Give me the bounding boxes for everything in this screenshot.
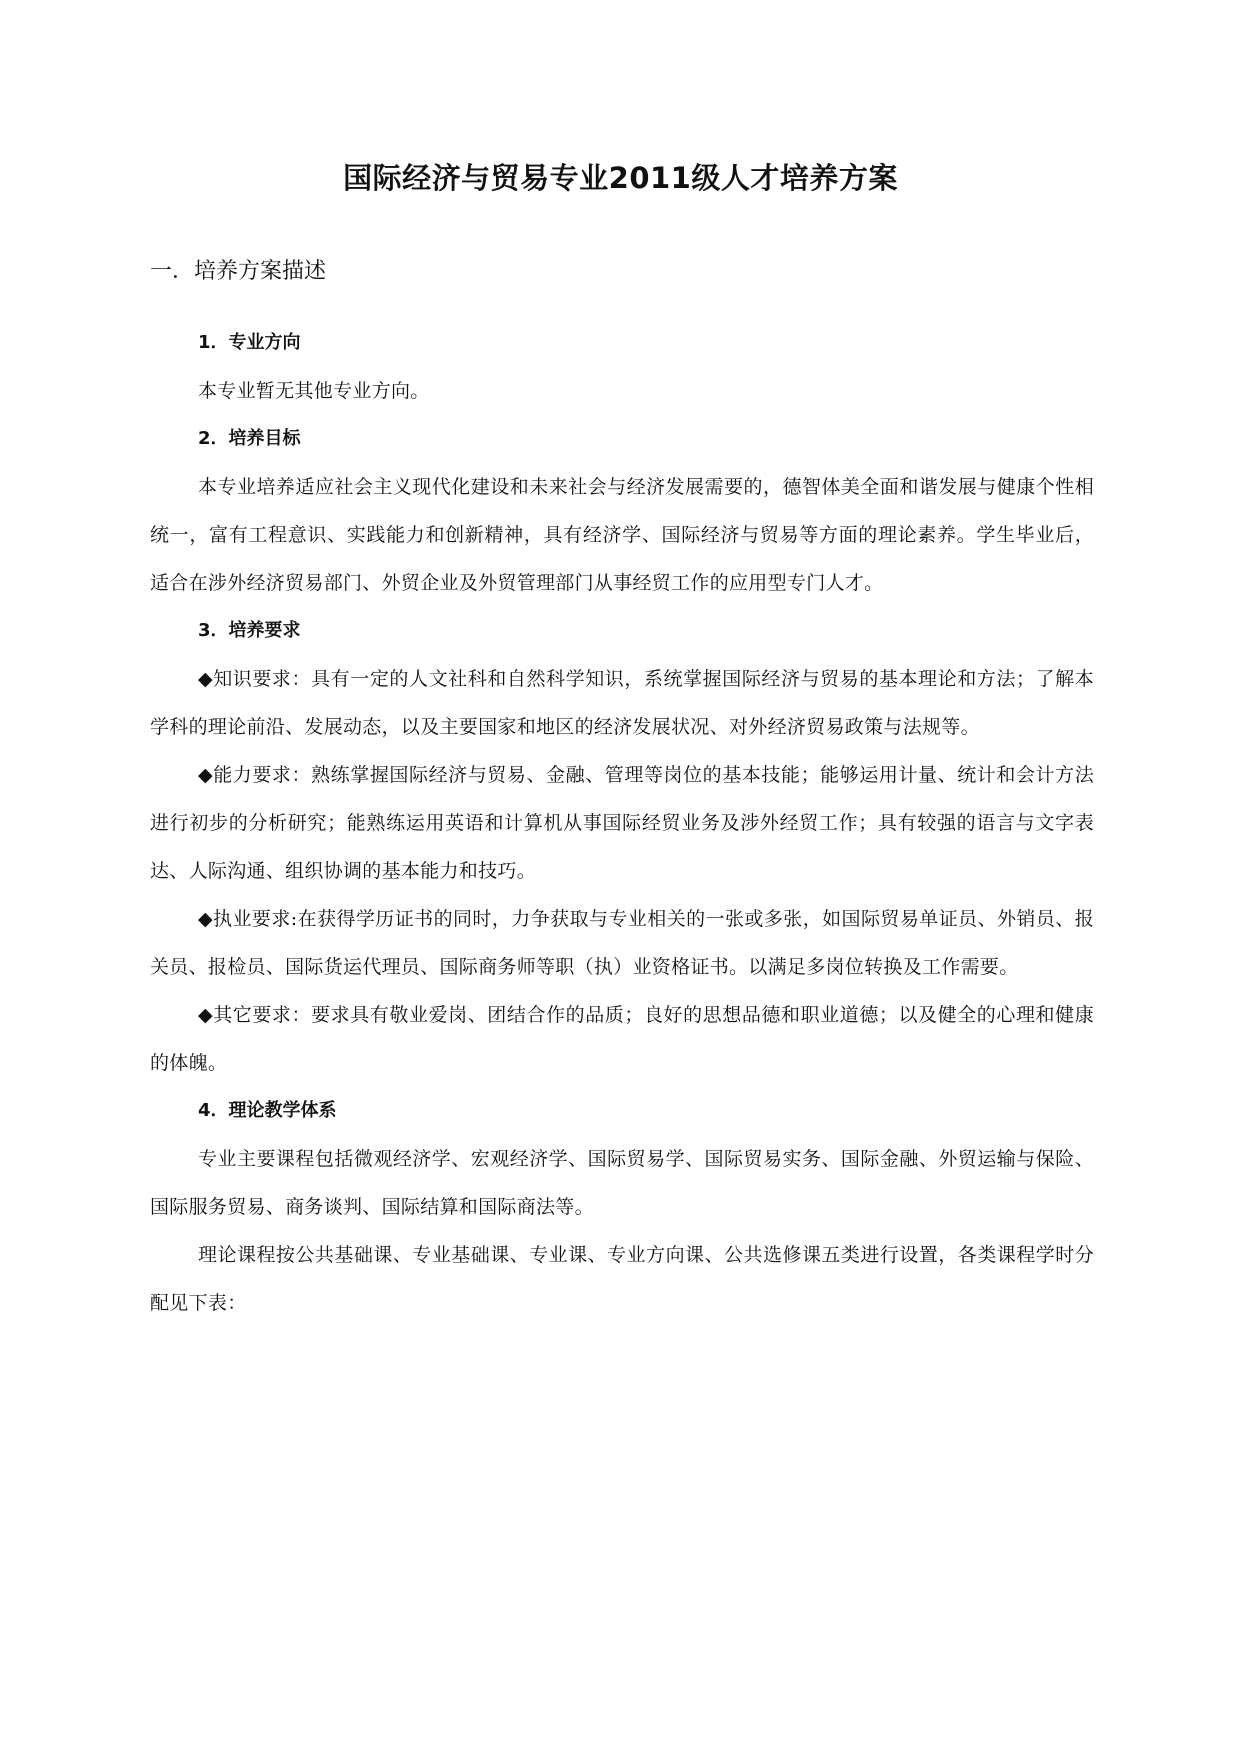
- section-heading: 一．培养方案描述: [150, 259, 327, 284]
- paragraph-major-direction: 本专业暂无其他专业方向。: [198, 380, 430, 402]
- subheading-training-goal: 2．培养目标: [198, 428, 301, 449]
- subheading-training-requirements: 3．培养要求: [198, 620, 301, 641]
- paragraph-ability-requirements: ◆能力要求：熟练掌握国际经济与贸易、金融、管理等岗位的基本技能；能够运用计量、统计和会计方法进行初步的分析研究；能熟练运用英语和计算机从事国际经贸业务及涉外经贸工作；具有较强的语言与文字表达、人际沟通、组织协调的基本能力和技巧。: [150, 764, 1094, 882]
- document-body: [150, 319, 1094, 1327]
- paragraph-knowledge-requirements: ◆知识要求：具有一定的人文社科和自然科学知识，系统掌握国际经济与贸易的基本理论和方法；了解本学科的理论前沿、发展动态，以及主要国家和地区的经济发展状况、对外经济贸易政策与法规等。: [150, 668, 1094, 738]
- subheading-major-direction: 1．专业方向: [198, 332, 301, 353]
- paragraph-training-goal: 本专业培养适应社会主义现代化建设和未来社会与经济发展需要的，德智体美全面和谐发展与健康个性相统一，富有工程意识、实践能力和创新精神，具有经济学、国际经济与贸易等方面的理论素养。学生毕业后，适合在涉外经济贸易部门、外贸企业及外贸管理部门从事经贸工作的应用型专门人才。: [150, 476, 1094, 594]
- paragraph-main-courses: 专业主要课程包括微观经济学、宏观经济学、国际贸易学、国际贸易实务、国际金融、外贸运输与保险、国际服务贸易、商务谈判、国际结算和国际商法等。: [150, 1148, 1094, 1218]
- subheading-theory-system: 4．理论教学体系: [198, 1100, 337, 1121]
- document-title: 国际经济与贸易专业2011级人才培养方案: [343, 161, 898, 195]
- paragraph-other-requirements: ◆其它要求：要求具有敬业爱岗、团结合作的品质；良好的思想品德和职业道德；以及健全的心理和健康的体魄。: [150, 1004, 1094, 1074]
- paragraph-course-categories: 理论课程按公共基础课、专业基础课、专业课、专业方向课、公共选修课五类进行设置，各类课程学时分配见下表：: [150, 1244, 1094, 1314]
- paragraph-practice-requirements: ◆执业要求:在获得学历证书的同时，力争获取与专业相关的一张或多张，如国际贸易单证员、外销员、报关员、报检员、国际货运代理员、国际商务师等职（执）业资格证书。以满足多岗位转换及工作需要。: [150, 908, 1094, 978]
